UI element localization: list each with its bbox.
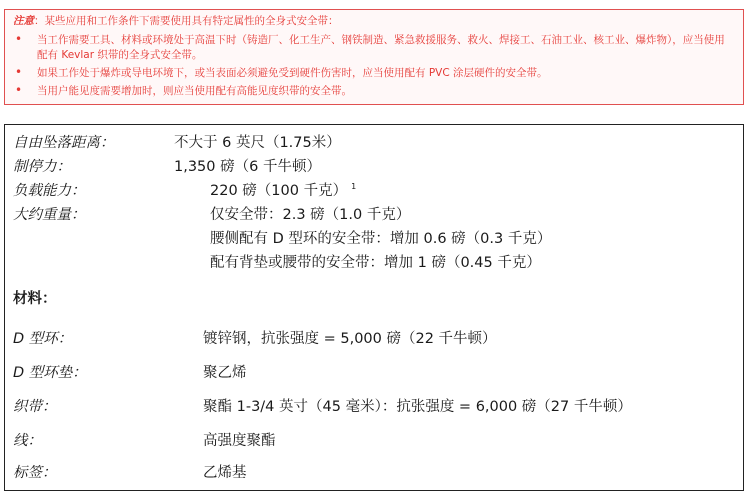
spec-value [210,179,356,200]
notice-item-text: 当工作需要工具、材料或环境处于高温下时（铸造厂、化工生产、钢铁制造、紧急救援服务、救火、焊接工、石油工业、核工业、爆炸物），应当使用配有 Kevlar 织带的全身式安全带。 [37,34,725,61]
material-label: 线： [13,433,42,449]
bullet-icon: • [15,32,23,46]
materials-heading: 材料： [13,291,57,307]
notice-heading [13,14,735,29]
material-value: 聚酯 1-3/4 英寸（45 毫米）：抗张强度 = 6,000 磅（27 千牛顿） [203,399,632,415]
material-label: 标签： [13,465,57,481]
notice-box [4,9,744,105]
spec-value: 配有背垫或腰带的安全带：增加 1 磅（0.45 千克） [210,255,541,271]
material-label: 织带： [13,399,57,415]
capacity-value: 220 磅（100 千克） [210,183,348,199]
material-label: D 型环垫： [13,365,87,381]
spec-label: 负载能力： [13,183,86,199]
material-value: 聚乙烯 [203,365,247,381]
spec-label: 大约重量： [13,207,86,223]
material-value: 乙烯基 [203,465,247,481]
notice-item [13,33,735,63]
material-value: 镀锌钢，抗张强度 = 5,000 磅（22 千牛顿） [203,331,497,347]
notice-list [13,33,735,99]
footnote-marker: 1 [351,182,357,192]
notice-item-text: 当用户能见度需要增加时，则应当使用配有高能见度织带的安全带。 [37,85,352,97]
notice-heading-text: ：某些应用和工作条件下需要使用具有特定属性的全身式安全带： [34,15,339,27]
spec-value: 不大于 6 英尺（1.75米） [174,135,341,151]
notice-item-text: 如果工作处于爆炸或导电环境下，或当表面必须避免受到硬件伤害时，应当使用配有 PVC 涂层硬件的安全带。 [37,67,548,79]
notice-item [13,66,735,81]
spec-label: 自由坠落距离： [13,135,115,151]
material-value: 高强度聚酯 [203,433,276,449]
spec-value: 1,350 磅（6 千牛顿） [174,159,321,175]
bullet-icon: • [15,65,23,79]
material-label: D 型环： [13,331,73,347]
spec-label: 制停力： [13,159,71,175]
notice-prefix: 注意 [13,15,34,27]
spec-value: 仅安全带：2.3 磅（1.0 千克） [210,207,411,223]
spec-table [4,124,744,491]
bullet-icon: • [15,83,23,97]
spec-value: 腰侧配有 D 型环的安全带：增加 0.6 磅（0.3 千克） [210,231,552,247]
notice-item [13,84,735,99]
